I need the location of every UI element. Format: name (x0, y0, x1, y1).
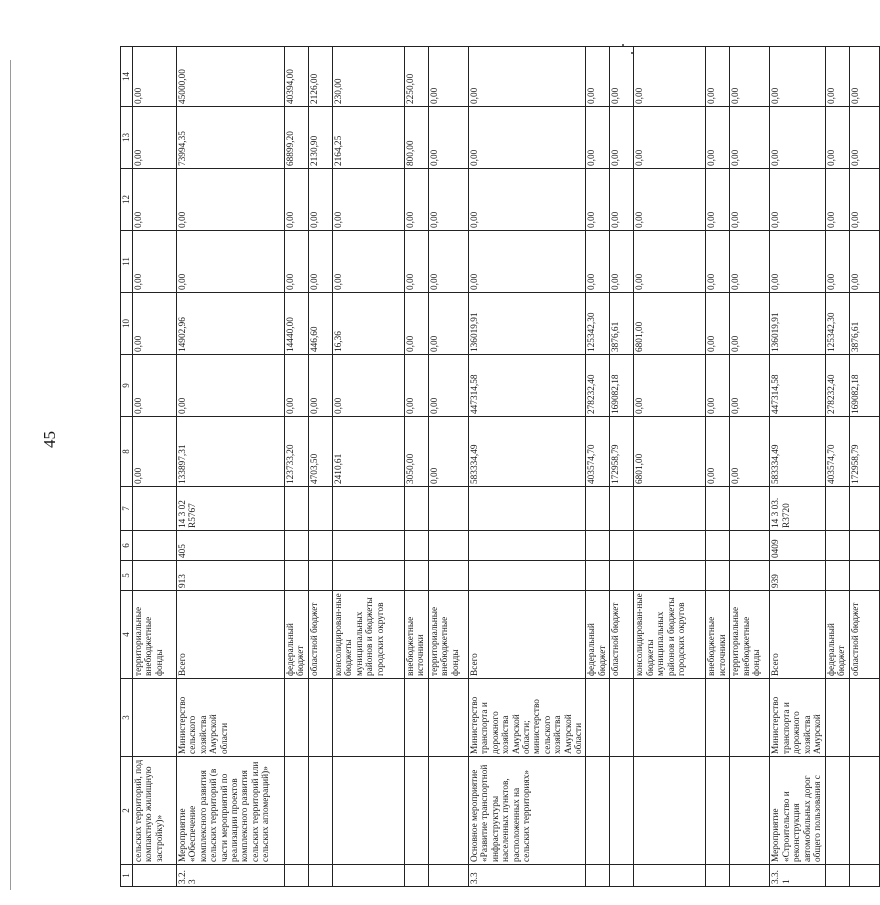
budget-code-cell (634, 531, 706, 561)
item-number-cell (849, 865, 879, 887)
amount-cell: 0,00 (333, 231, 405, 293)
amount-cell: 447314,58 (469, 355, 586, 417)
column-number-cell: 13 (121, 107, 133, 169)
amount-cell: 0,00 (730, 293, 770, 355)
measure-name-cell (333, 757, 405, 865)
amount-cell: 0,00 (405, 355, 429, 417)
executor-cell (634, 679, 706, 757)
item-number-cell (706, 865, 730, 887)
executor-cell (429, 679, 469, 757)
amount-cell: 0,00 (634, 169, 706, 231)
measure-name-cell (405, 757, 429, 865)
column-number-cell: 1 (121, 865, 133, 887)
amount-cell: 0,00 (133, 169, 177, 231)
budget-code-cell (309, 561, 333, 591)
amount-cell: 0,00 (610, 169, 634, 231)
amount-cell: 136019,91 (469, 293, 586, 355)
measure-name-cell (610, 757, 634, 865)
amount-cell: 0,00 (133, 355, 177, 417)
budget-code-cell (730, 487, 770, 531)
amount-cell: 2250,00 (405, 47, 429, 107)
amount-cell: 4703,50 (309, 417, 333, 487)
amount-cell: 0,00 (706, 47, 730, 107)
amount-cell: 0,00 (429, 355, 469, 417)
amount-cell: 0,00 (429, 47, 469, 107)
amount-cell: 0,00 (285, 231, 309, 293)
budget-code-cell (730, 531, 770, 561)
amount-cell: 169082,18 (849, 355, 879, 417)
amount-cell: 0,00 (285, 169, 309, 231)
amount-cell: 0,00 (849, 169, 879, 231)
amount-cell: 0,00 (333, 355, 405, 417)
budget-code-cell: 0409 (770, 531, 825, 561)
amount-cell: 0,00 (730, 47, 770, 107)
budget-code-cell (133, 487, 177, 531)
item-number-cell (309, 865, 333, 887)
budget-code-cell: 913 (177, 561, 285, 591)
budget-code-cell (706, 487, 730, 531)
funding-source-cell: Всего (177, 591, 285, 679)
amount-cell: 68899,20 (285, 107, 309, 169)
amount-cell: 6801,00 (634, 417, 706, 487)
item-number-cell (405, 865, 429, 887)
amount-cell: 0,00 (634, 107, 706, 169)
budget-code-cell (849, 561, 879, 591)
measure-name-cell: Основное мероприятие «Развитие транспортной инфраструктуры населенных пунктов, расположенных на сельских территориях» (469, 757, 586, 865)
table-row (177, 47, 285, 887)
budget-code-cell (825, 531, 849, 561)
funding-source-cell: внебюджетные источники (706, 591, 730, 679)
amount-cell: 0,00 (634, 355, 706, 417)
executor-cell: Министерство транспорта и дорожного хозяйства Амурской области; министерство сельского хозяйства Амурской области (469, 679, 586, 757)
amount-cell: 0,00 (770, 169, 825, 231)
budget-code-cell: 14 3 02 R5767 (177, 487, 285, 531)
amount-cell: 3876,61 (610, 293, 634, 355)
amount-cell: 3876,61 (849, 293, 879, 355)
amount-cell: 2126,00 (309, 47, 333, 107)
executor-cell: Министерство транспорта и дорожного хозяйства Амурской (770, 679, 825, 757)
item-number-cell (730, 865, 770, 887)
amount-cell: 0,00 (177, 169, 285, 231)
budget-code-cell (285, 561, 309, 591)
measure-name-cell: сельских территорий, под компактную жилищную застройку)» (133, 757, 177, 865)
amount-cell: 0,00 (469, 107, 586, 169)
budget-code-cell (429, 561, 469, 591)
table-row (133, 47, 177, 887)
amount-cell: 230,00 (333, 47, 405, 107)
budget-code-cell (706, 561, 730, 591)
measure-name-cell (429, 757, 469, 865)
budget-code-cell (309, 531, 333, 561)
amount-cell: 800,00 (405, 107, 429, 169)
amount-cell: 0,00 (730, 107, 770, 169)
amount-cell: 583334,49 (469, 417, 586, 487)
amount-cell: 0,00 (730, 231, 770, 293)
amount-cell: 2130,90 (309, 107, 333, 169)
budget-code-cell (634, 487, 706, 531)
budget-code-cell (469, 531, 586, 561)
amount-cell: 45000,00 (177, 47, 285, 107)
item-number-cell (825, 865, 849, 887)
amount-cell: 0,00 (610, 107, 634, 169)
funding-source-cell: территориальные внебюджетные фонды (730, 591, 770, 679)
measure-name-cell (849, 757, 879, 865)
amount-cell: 14902,96 (177, 293, 285, 355)
budget-code-cell: 405 (177, 531, 285, 561)
amount-cell: 0,00 (706, 169, 730, 231)
amount-cell: 0,00 (429, 417, 469, 487)
budget-code-cell (133, 561, 177, 591)
amount-cell: 0,00 (634, 231, 706, 293)
amount-cell: 0,00 (177, 231, 285, 293)
executor-cell (610, 679, 634, 757)
amount-cell: 169082,18 (610, 355, 634, 417)
amount-cell: 0,00 (309, 231, 333, 293)
column-number-cell: 10 (121, 293, 133, 355)
column-number-cell: 4 (121, 591, 133, 679)
amount-cell: 0,00 (133, 107, 177, 169)
executor-cell (586, 679, 610, 757)
budget-code-cell (333, 531, 405, 561)
amount-cell: 446,60 (309, 293, 333, 355)
item-number-cell (586, 865, 610, 887)
amount-cell: 73994,35 (177, 107, 285, 169)
amount-cell: 0,00 (133, 293, 177, 355)
column-number-cell: 11 (121, 231, 133, 293)
amount-cell: 0,00 (770, 47, 825, 107)
funding-source-cell: областной бюджет (849, 591, 879, 679)
executor-cell (309, 679, 333, 757)
executor-cell (333, 679, 405, 757)
budget-code-cell (429, 531, 469, 561)
budget-code-cell (634, 561, 706, 591)
amount-cell: 172958,79 (610, 417, 634, 487)
amount-cell: 16,36 (333, 293, 405, 355)
amount-cell: 0,00 (610, 47, 634, 107)
amount-cell: 278232,40 (586, 355, 610, 417)
item-number-cell (285, 865, 309, 887)
amount-cell: 6801,00 (634, 293, 706, 355)
budget-table (120, 46, 880, 887)
budget-code-cell (469, 561, 586, 591)
item-number-cell (610, 865, 634, 887)
executor-cell (133, 679, 177, 757)
column-number-cell: 3 (121, 679, 133, 757)
amount-cell: 0,00 (469, 169, 586, 231)
amount-cell: 0,00 (133, 231, 177, 293)
amount-cell: 14440,00 (285, 293, 309, 355)
column-number-cell: 5 (121, 561, 133, 591)
budget-code-cell (405, 561, 429, 591)
funding-source-cell: федеральный бюджет (586, 591, 610, 679)
column-number-cell: 6 (121, 531, 133, 561)
budget-code-cell (405, 531, 429, 561)
budget-code-cell (825, 487, 849, 531)
amount-cell: 0,00 (429, 169, 469, 231)
amount-cell: 0,00 (610, 231, 634, 293)
amount-cell: 136019,91 (770, 293, 825, 355)
amount-cell: 0,00 (730, 417, 770, 487)
funding-source-cell: консолидирован-ные бюджеты муниципальных районов и бюджеты городских округов (634, 591, 706, 679)
amount-cell: 40394,00 (285, 47, 309, 107)
amount-cell: 0,00 (333, 169, 405, 231)
table-row (429, 47, 469, 887)
amount-cell: 0,00 (706, 231, 730, 293)
amount-cell: 0,00 (429, 231, 469, 293)
measure-name-cell (706, 757, 730, 865)
column-number-cell: 14 (121, 47, 133, 107)
amount-cell: 403574,70 (586, 417, 610, 487)
executor-cell (730, 679, 770, 757)
amount-cell: 0,00 (133, 417, 177, 487)
budget-code-cell (610, 487, 634, 531)
amount-cell: 0,00 (405, 293, 429, 355)
amount-cell: 0,00 (285, 355, 309, 417)
funding-source-cell: территориальные внебюджетные фонды (133, 591, 177, 679)
budget-code-cell (849, 531, 879, 561)
page-number: 45 (40, 431, 59, 448)
amount-cell: 0,00 (405, 231, 429, 293)
amount-cell: 583334,49 (770, 417, 825, 487)
funding-source-cell: федеральный бюджет (285, 591, 309, 679)
table-row (770, 47, 825, 887)
column-number-cell: 2 (121, 757, 133, 865)
amount-cell: 3050,00 (405, 417, 429, 487)
budget-code-cell (706, 531, 730, 561)
budget-code-cell: 939 (770, 561, 825, 591)
amount-cell: 0,00 (469, 231, 586, 293)
amount-cell: 0,00 (586, 169, 610, 231)
table-row (309, 47, 333, 887)
executor-cell (285, 679, 309, 757)
amount-cell: 0,00 (849, 231, 879, 293)
table-row (706, 47, 730, 887)
table-row (405, 47, 429, 887)
measure-name-cell (309, 757, 333, 865)
amount-cell: 447314,58 (770, 355, 825, 417)
amount-cell: 172958,79 (849, 417, 879, 487)
amount-cell: 0,00 (177, 355, 285, 417)
amount-cell: 133897,31 (177, 417, 285, 487)
executor-cell (849, 679, 879, 757)
scan-edge-line (10, 60, 11, 890)
column-number-cell: 9 (121, 355, 133, 417)
measure-name-cell: Мероприятие «Строительство и реконструкция автомобильных дорог общего пользования с (770, 757, 825, 865)
table-row (825, 47, 849, 887)
measure-name-cell (634, 757, 706, 865)
rotated-table-container (120, 47, 861, 887)
budget-code-cell (586, 487, 610, 531)
column-number-cell: 7 (121, 487, 133, 531)
table-header-row (121, 47, 133, 887)
table-row (586, 47, 610, 887)
amount-cell: 123733,20 (285, 417, 309, 487)
amount-cell: 0,00 (133, 47, 177, 107)
amount-cell: 0,00 (825, 231, 849, 293)
amount-cell: 0,00 (770, 107, 825, 169)
budget-code-cell (469, 487, 586, 531)
amount-cell: 0,00 (849, 107, 879, 169)
executor-cell (706, 679, 730, 757)
executor-cell: Министерство сельского хозяйства Амурской области (177, 679, 285, 757)
table-row (730, 47, 770, 887)
amount-cell: 0,00 (469, 47, 586, 107)
item-number-cell: 3.3 (469, 865, 586, 887)
amount-cell: 0,00 (429, 293, 469, 355)
table-row (333, 47, 405, 887)
budget-code-cell (730, 561, 770, 591)
table-row (610, 47, 634, 887)
amount-cell: 0,00 (586, 231, 610, 293)
table-row (849, 47, 879, 887)
amount-cell: 0,00 (825, 107, 849, 169)
measure-name-cell (825, 757, 849, 865)
amount-cell: 403574,70 (825, 417, 849, 487)
budget-code-cell (849, 487, 879, 531)
amount-cell: 278232,40 (825, 355, 849, 417)
budget-code-cell (405, 487, 429, 531)
amount-cell: 2164,25 (333, 107, 405, 169)
amount-cell: 2410,61 (333, 417, 405, 487)
executor-cell (405, 679, 429, 757)
funding-source-cell: федеральный бюджет (825, 591, 849, 679)
amount-cell: 0,00 (429, 107, 469, 169)
measure-name-cell: Мероприятие «Обеспечение комплексного развития сельских территорий (в части мероприятий по реализации проектов комплексного развития сельских территорий или сельских агломераций)» (177, 757, 285, 865)
amount-cell: 0,00 (405, 169, 429, 231)
funding-source-cell: внебюджетные источники (405, 591, 429, 679)
amount-cell: 0,00 (706, 293, 730, 355)
budget-code-cell (429, 487, 469, 531)
amount-cell: 0,00 (309, 355, 333, 417)
table-row (469, 47, 586, 887)
budget-code-cell (825, 561, 849, 591)
budget-code-cell (610, 531, 634, 561)
column-number-cell: 8 (121, 417, 133, 487)
budget-code-cell (333, 487, 405, 531)
funding-source-cell: областной бюджет (610, 591, 634, 679)
amount-cell: 0,00 (586, 47, 610, 107)
item-number-cell (133, 865, 177, 887)
amount-cell: 0,00 (706, 417, 730, 487)
item-number-cell: 3.3.1 (770, 865, 825, 887)
amount-cell: 0,00 (634, 47, 706, 107)
table-row (634, 47, 706, 887)
funding-source-cell: Всего (469, 591, 586, 679)
budget-code-cell (586, 531, 610, 561)
amount-cell: 0,00 (730, 169, 770, 231)
amount-cell: 125342,30 (586, 293, 610, 355)
item-number-cell (333, 865, 405, 887)
amount-cell: 0,00 (309, 169, 333, 231)
measure-name-cell (285, 757, 309, 865)
executor-cell (825, 679, 849, 757)
amount-cell: 0,00 (730, 355, 770, 417)
budget-code-cell (610, 561, 634, 591)
item-number-cell: 3.2.3 (177, 865, 285, 887)
amount-cell: 0,00 (586, 107, 610, 169)
amount-cell: 0,00 (825, 47, 849, 107)
measure-name-cell (586, 757, 610, 865)
funding-source-cell: территориальные внебюджетные фонды (429, 591, 469, 679)
amount-cell: 0,00 (849, 47, 879, 107)
column-number-cell: 12 (121, 169, 133, 231)
amount-cell: 125342,30 (825, 293, 849, 355)
amount-cell: 0,00 (825, 169, 849, 231)
item-number-cell (429, 865, 469, 887)
measure-name-cell (730, 757, 770, 865)
funding-source-cell: Всего (770, 591, 825, 679)
budget-code-cell (586, 561, 610, 591)
amount-cell: 0,00 (706, 355, 730, 417)
item-number-cell (634, 865, 706, 887)
budget-code-cell (285, 531, 309, 561)
budget-code-cell: 14 3 03. R3720 (770, 487, 825, 531)
budget-code-cell (133, 531, 177, 561)
amount-cell: 0,00 (706, 107, 730, 169)
budget-code-cell (333, 561, 405, 591)
funding-source-cell: консолидирован-ные бюджеты муниципальных районов и бюджеты городских округов (333, 591, 405, 679)
funding-source-cell: областной бюджет (309, 591, 333, 679)
budget-code-cell (285, 487, 309, 531)
table-row (285, 47, 309, 887)
amount-cell: 0,00 (770, 231, 825, 293)
budget-code-cell (309, 487, 333, 531)
